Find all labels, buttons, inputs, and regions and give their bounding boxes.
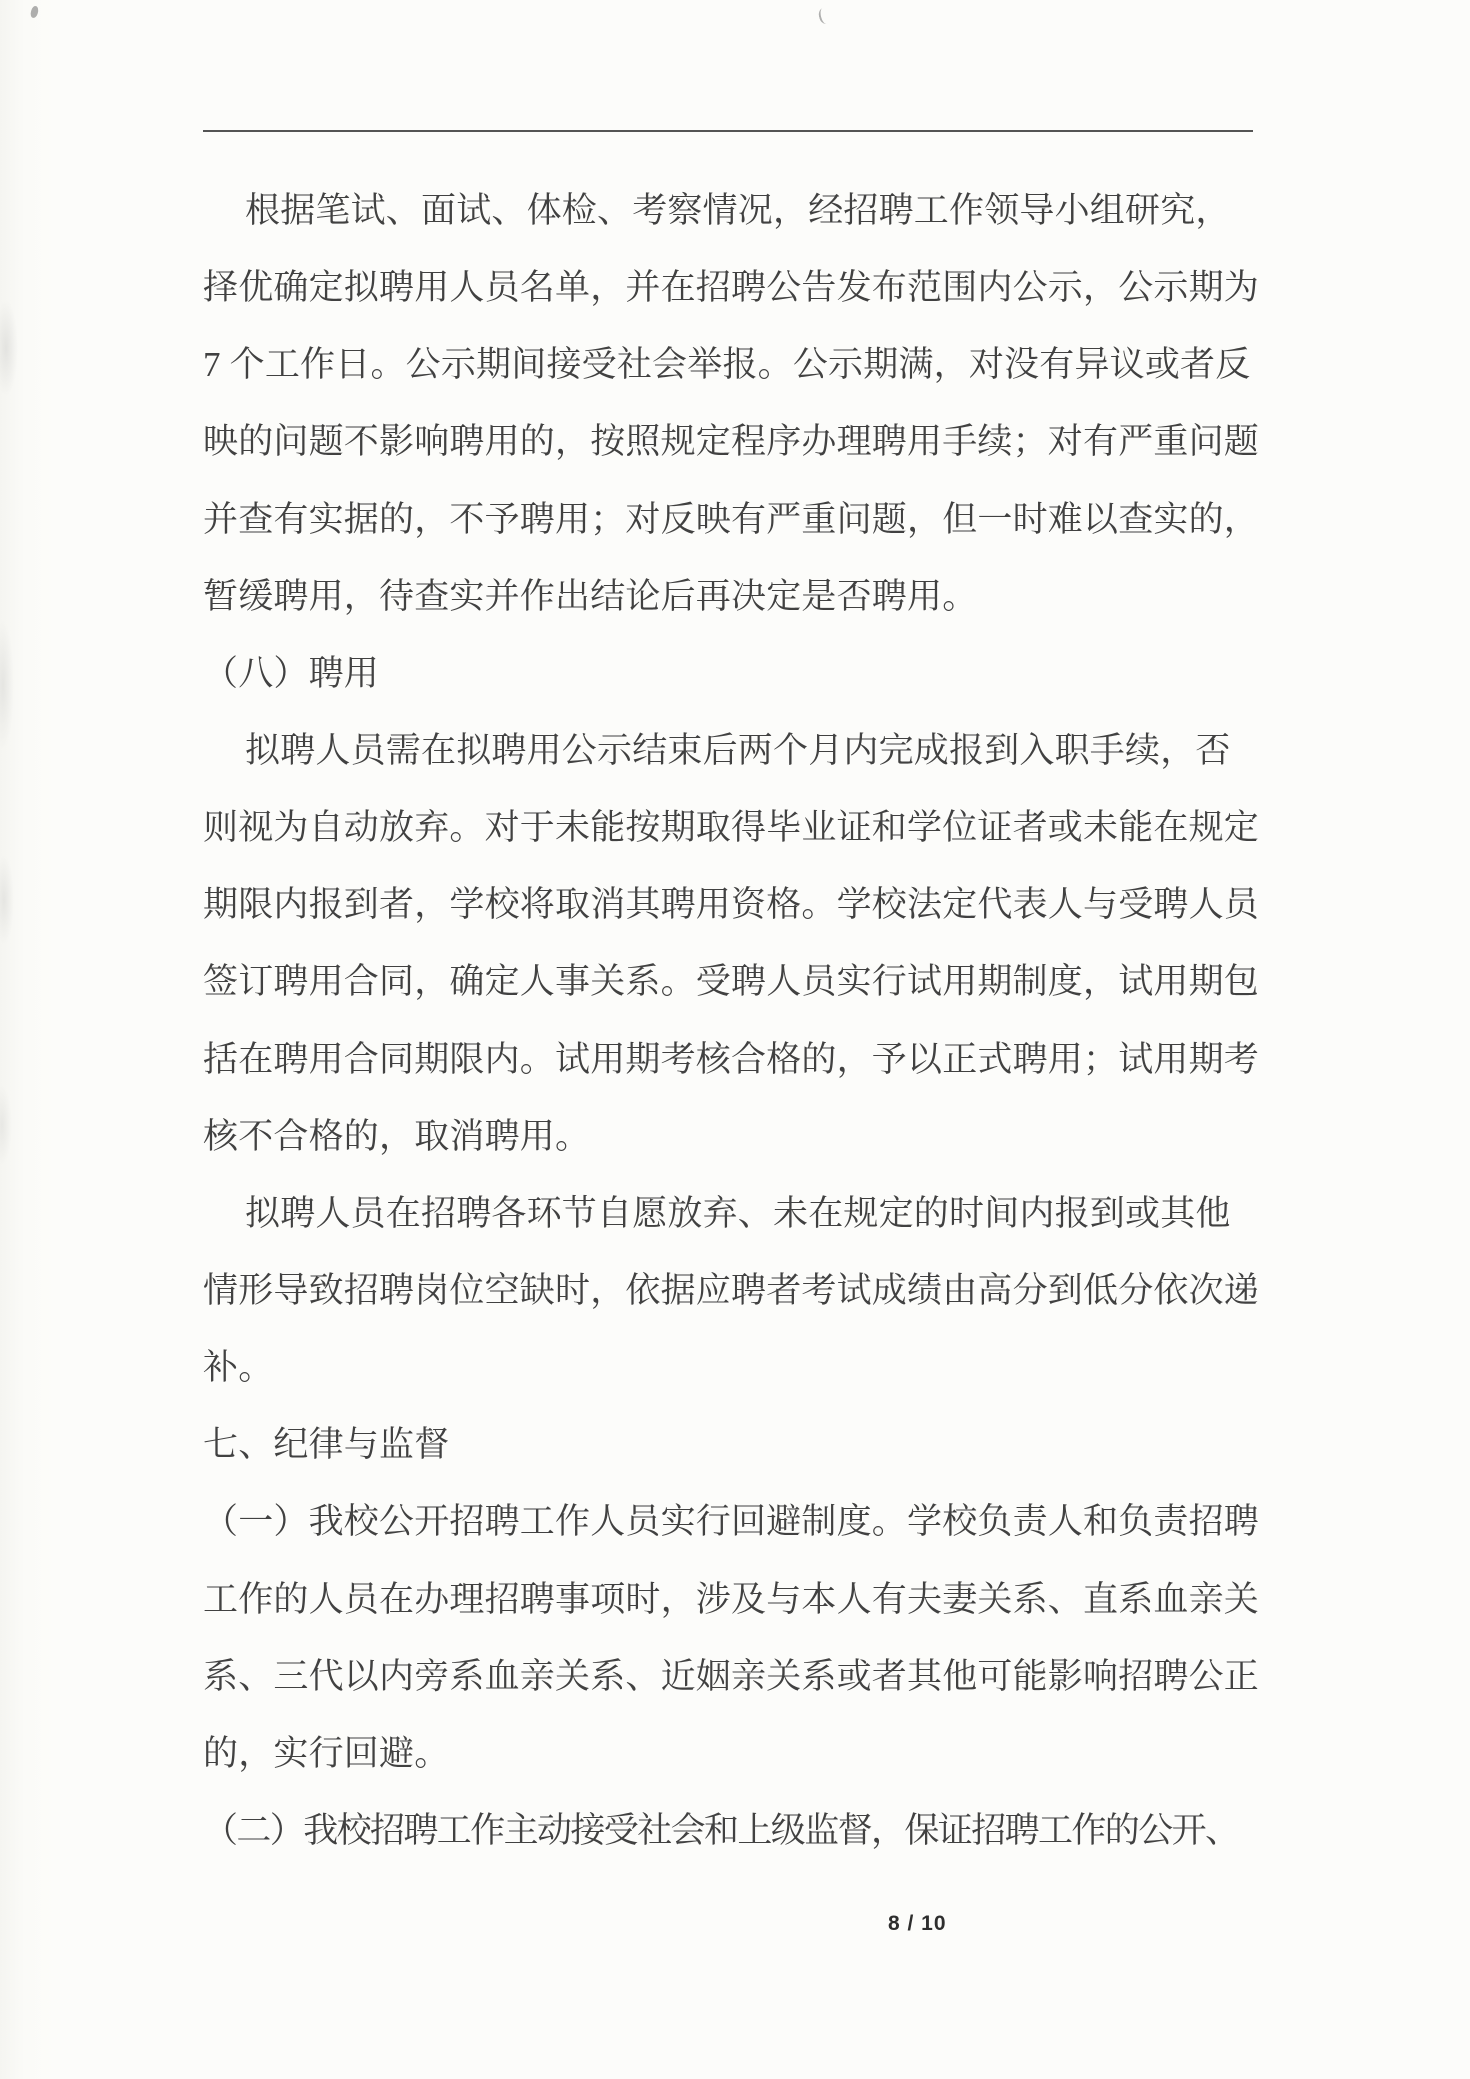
scan-artifact-smudge <box>0 855 14 945</box>
text-line: 映的问题不影响聘用的，按照规定程序办理聘用手续；对有严重问题 <box>203 422 1260 462</box>
text-line: （一）我校公开招聘工作人员实行回避制度。学校负责人和负责招聘 <box>203 1502 1260 1542</box>
scan-artifact-smudge <box>0 620 14 750</box>
text-line: 期限内报到者，学校将取消其聘用资格。学校法定代表人与受聘人员 <box>203 885 1260 925</box>
scan-artifact-speck <box>29 5 39 18</box>
text-line: 则视为自动放弃。对于未能按期取得毕业证和学位证者或未能在规定 <box>203 808 1260 848</box>
text-line: 补。 <box>203 1348 274 1388</box>
text-line: 工作的人员在办理招聘事项时，涉及与本人有夫妻关系、直系血亲关 <box>203 1579 1260 1619</box>
scan-artifact-smudge <box>0 300 18 396</box>
scan-artifact-squiggle <box>817 7 832 25</box>
text-line: 暂缓聘用，待查实并作出结论后再决定是否聘用。 <box>203 576 978 616</box>
document-body <box>203 172 1259 1869</box>
text-line: 情形导致招聘岗位空缺时，依据应聘者考试成绩由高分到低分依次递 <box>203 1270 1260 1310</box>
text-line: 7 个工作日。公示期间接受社会举报。公示期满，对没有异议或者反 <box>203 345 1251 385</box>
header-rule <box>203 130 1253 132</box>
text-line: 系、三代以内旁系血亲关系、近姻亲关系或者其他可能影响招聘公正 <box>203 1656 1260 1696</box>
text-line: 拟聘人员需在拟聘用公示结束后两个月内完成报到入职手续，否 <box>245 730 1231 770</box>
text-line: 括在聘用合同期限内。试用期考核合格的，予以正式聘用；试用期考 <box>203 1039 1260 1079</box>
text-line: 核不合格的，取消聘用。 <box>203 1116 591 1156</box>
text-line: 并查有实据的，不予聘用；对反映有严重问题，但一时难以查实的， <box>203 499 1260 539</box>
text-line: 拟聘人员在招聘各环节自愿放弃、未在规定的时间内报到或其他 <box>245 1193 1231 1233</box>
page-number: 8 / 10 <box>888 1912 947 1935</box>
section-heading: 七、纪律与监督 <box>203 1425 450 1465</box>
text-line: 根据笔试、面试、体检、考察情况，经招聘工作领导小组研究， <box>245 191 1231 230</box>
text-line: 择优确定拟聘用人员名单，并在招聘公告发布范围内公示，公示期为 <box>203 268 1260 308</box>
section-heading: （八）聘用 <box>203 653 380 693</box>
scan-artifact-smudge <box>0 1085 12 1165</box>
text-line: 的，实行回避。 <box>203 1733 450 1773</box>
text-line: （二）我校招聘工作主动接受社会和上级监督，保证招聘工作的公开、 <box>203 1810 1239 1850</box>
text-line: 签订聘用合同，确定人事关系。受聘人员实行试用期制度，试用期包 <box>203 962 1260 1002</box>
